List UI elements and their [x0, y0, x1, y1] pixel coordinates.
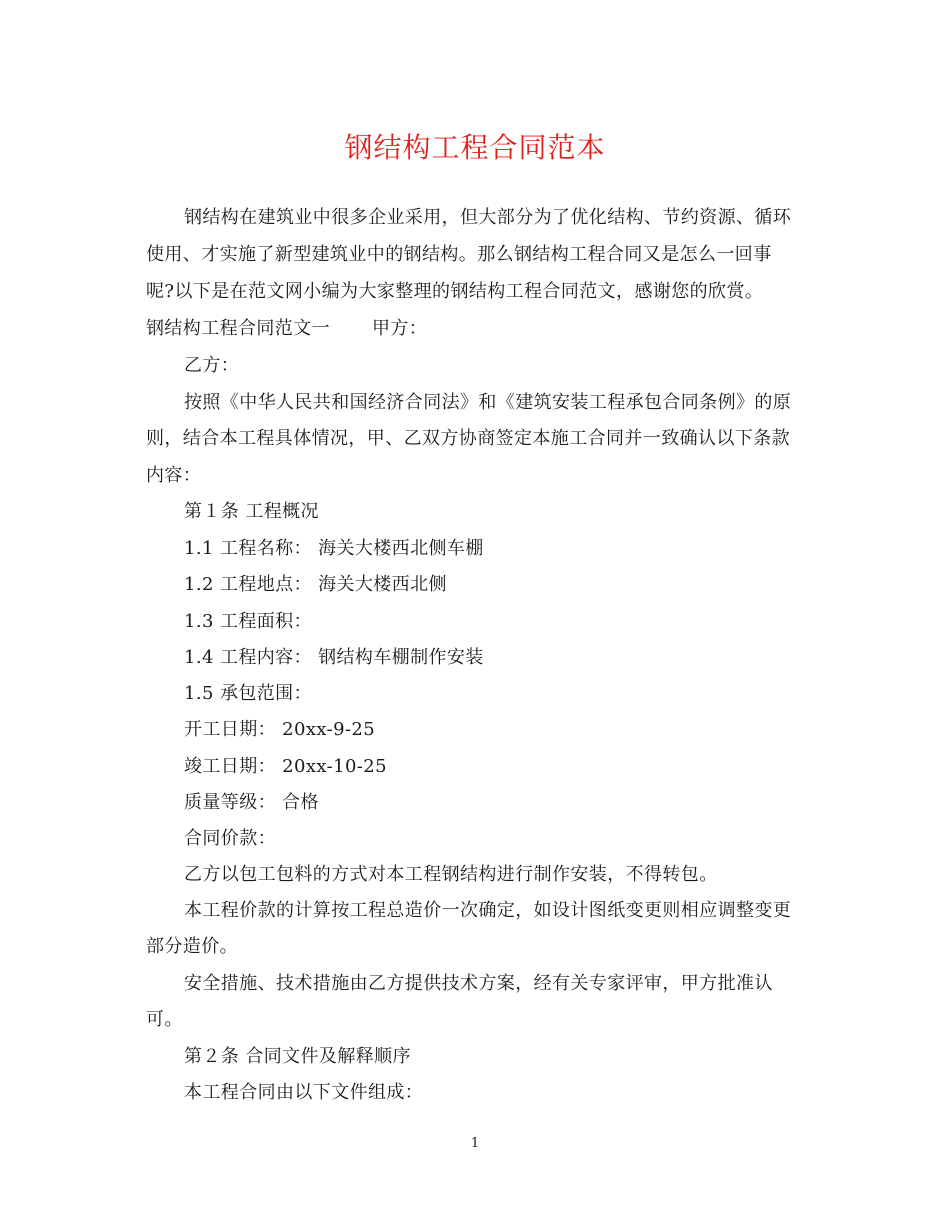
basis-line-1: 按照《中华人民共和国经济合同法》和《建筑安装工程承包合同条例》的原: [184, 392, 792, 413]
item-1-5: 1.5 承包范围：: [184, 683, 312, 704]
article-2-paragraph-1: 本工程合同由以下文件组成：: [184, 1082, 424, 1103]
article-2-title: 第２条 合同文件及解释顺序: [184, 1046, 411, 1067]
item-1-2: 1.2 工程地点： 海关大楼西北侧: [184, 574, 447, 595]
safety-line-1: 安全措施、技术措施由乙方提供技术方案，经有关专家评审，甲方批准认: [184, 973, 773, 994]
price-paragraph-1: 乙方以包工包料的方式对本工程钢结构进行制作安装，不得转包。: [184, 864, 718, 885]
item-1-4: 1.4 工程内容： 钢结构车棚制作安装: [184, 647, 484, 668]
sample-heading-row: [146, 317, 427, 341]
party-b-label: 乙方：: [184, 355, 240, 376]
price-heading: 合同价款：: [184, 828, 276, 849]
quality-grade: 质量等级： 合格: [184, 792, 319, 813]
basis-line-2: 则，结合本工程具体情况，甲、乙双方协商签定本施工合同并一致确认以下条款: [146, 428, 790, 449]
article-1-title: 第１条 工程概况: [184, 501, 319, 522]
price-paragraph-2-line-2: 部分造价。: [146, 936, 238, 957]
party-a-label: 甲方：: [372, 318, 428, 339]
price-paragraph-2-line-1: 本工程价款的计算按工程总造价一次确定，如设计图纸变更则相应调整变更: [184, 900, 792, 921]
document-title: 钢结构工程合同范本: [344, 131, 606, 164]
start-date: 开工日期： 20xx-9-25: [184, 719, 376, 740]
sample-heading: 钢结构工程合同范文一: [146, 318, 330, 339]
intro-line-2: 使用、才实施了新型建筑业中的钢结构。那么钢结构工程合同又是怎么一回事: [146, 244, 772, 265]
safety-line-2: 可。: [146, 1009, 183, 1030]
end-date: 竣工日期： 20xx-10-25: [184, 756, 387, 777]
intro-line-1: 钢结构在建筑业中很多企业采用，但大部分为了优化结构、节约资源、循环: [184, 207, 792, 228]
item-1-3: 1.3 工程面积：: [184, 611, 312, 632]
basis-line-3: 内容：: [146, 465, 202, 486]
item-1-1: 1.1 工程名称： 海关大楼西北侧车棚: [184, 538, 484, 559]
intro-line-3: 呢?以下是在范文网小编为大家整理的钢结构工程合同范文，感谢您的欣赏。: [146, 281, 764, 302]
page-number: 1: [470, 1136, 480, 1151]
